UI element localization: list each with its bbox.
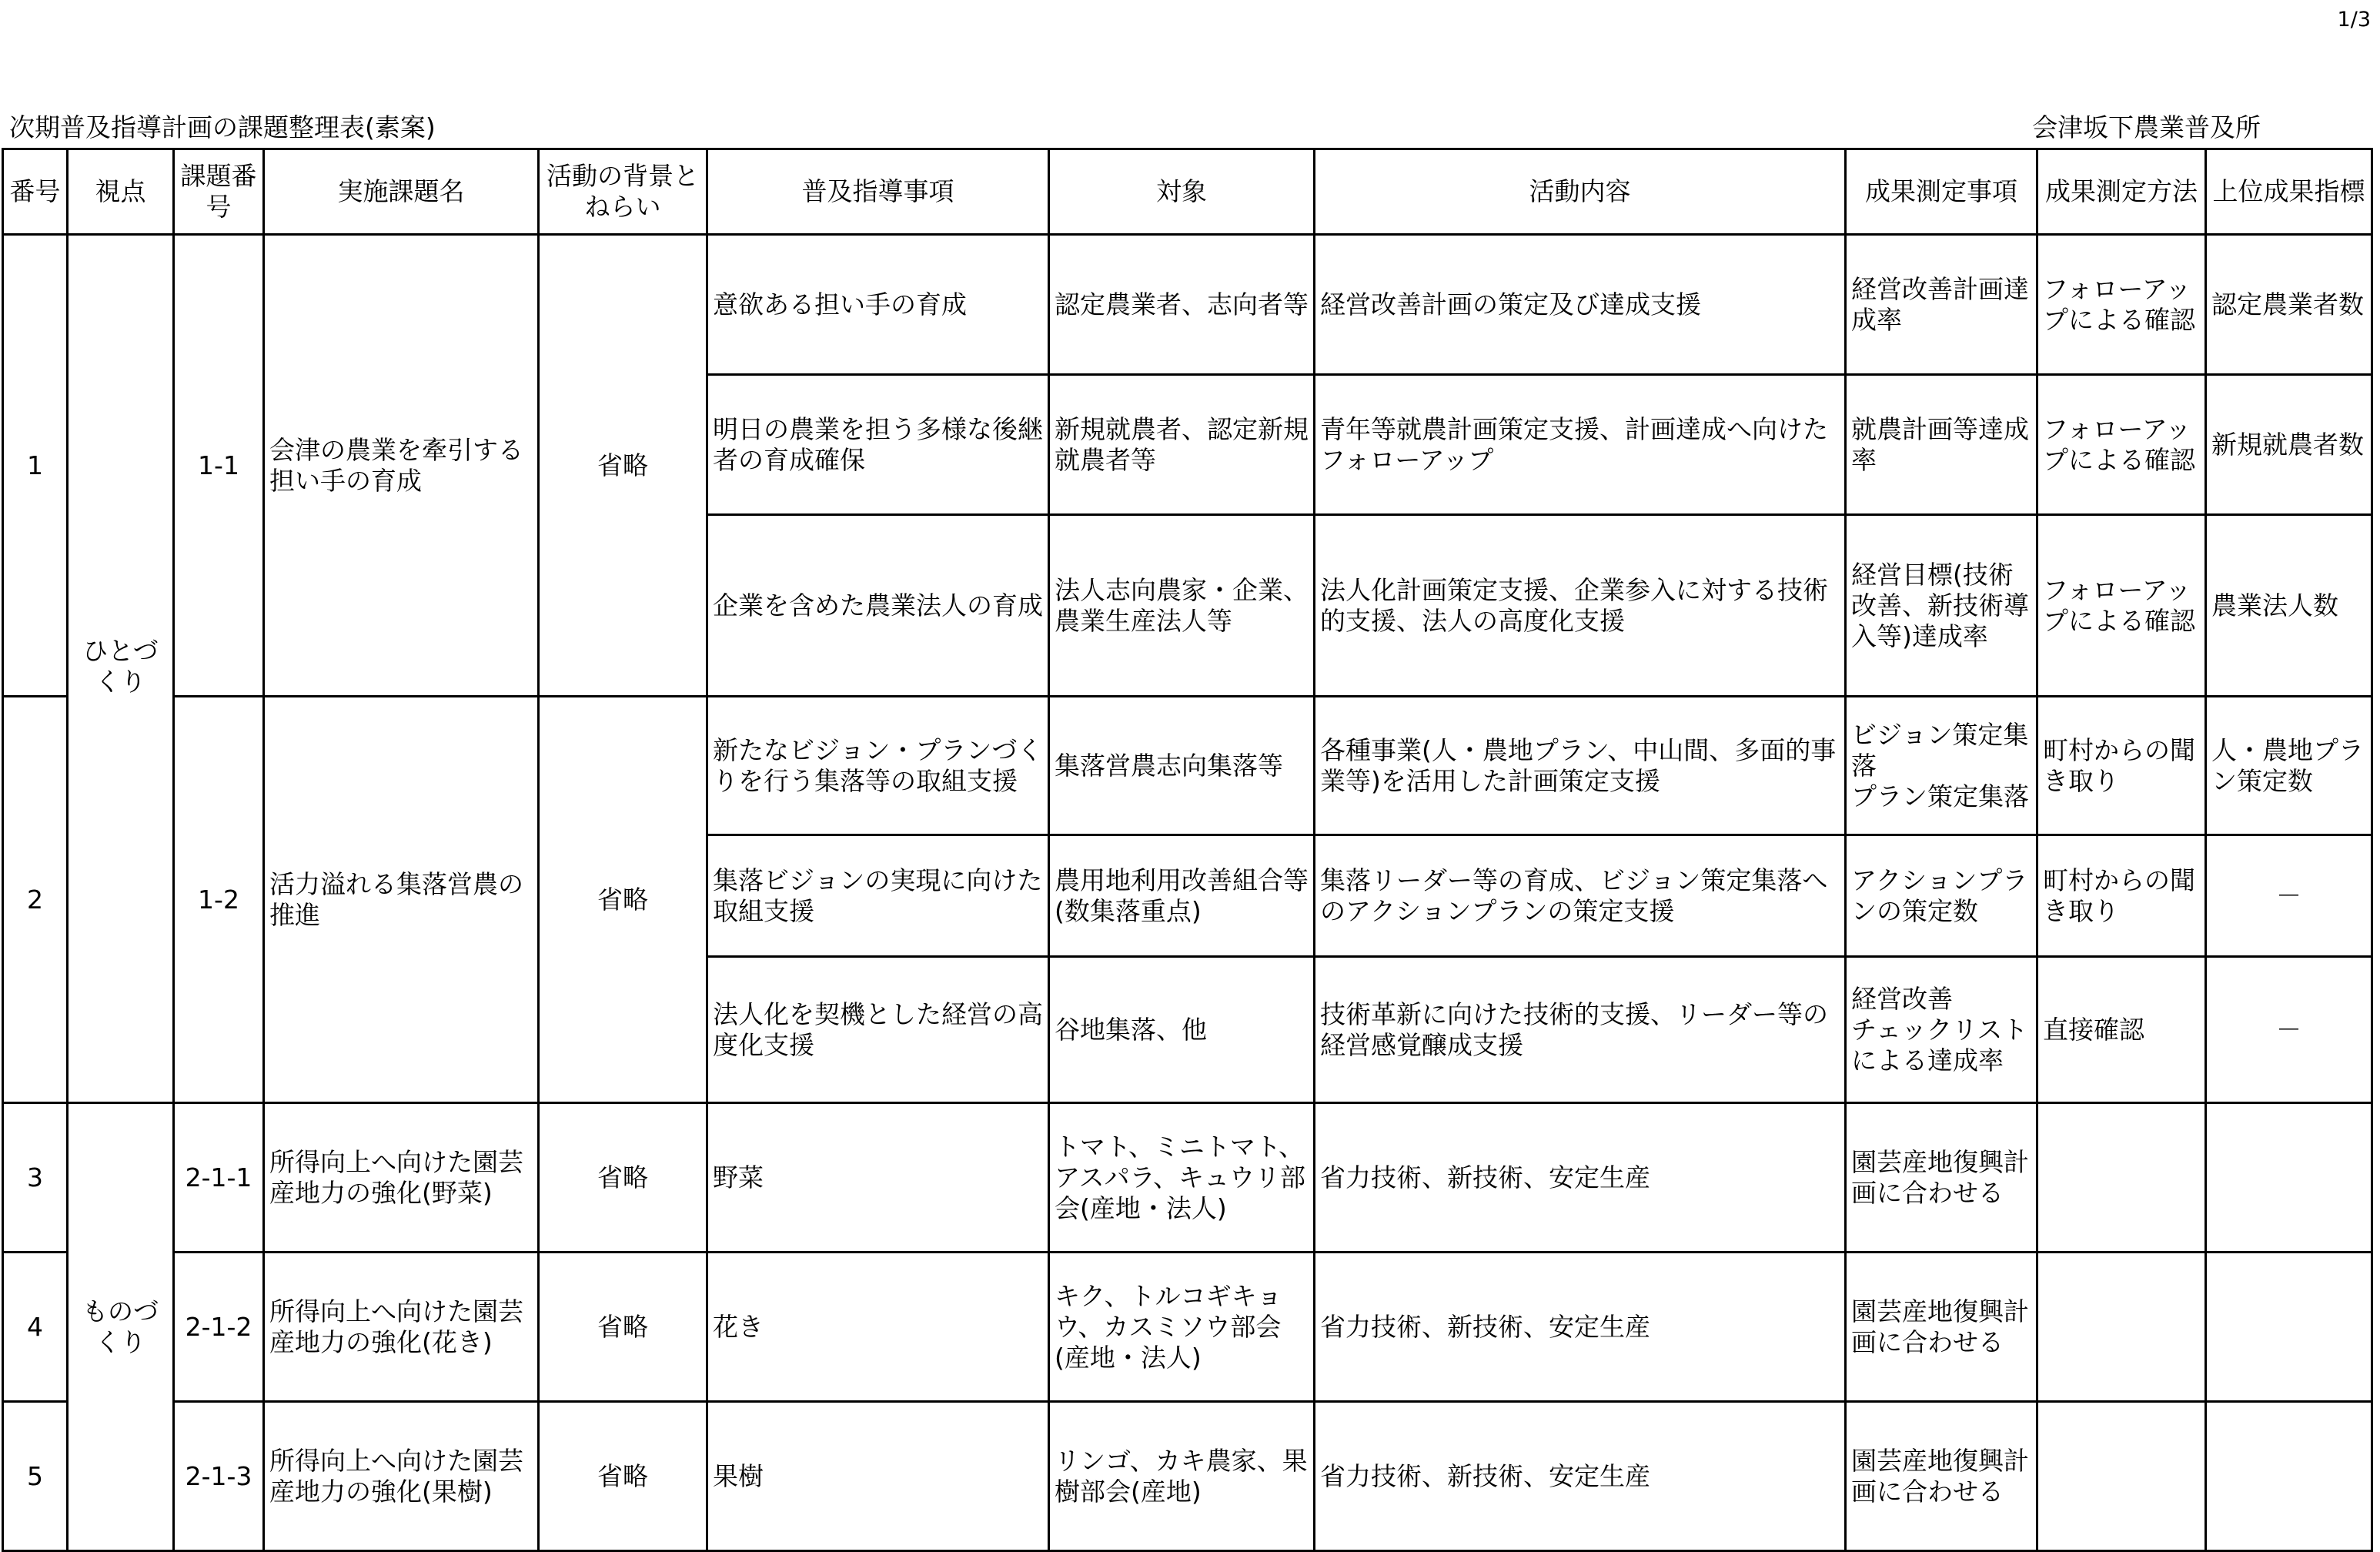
row-number: 5 xyxy=(3,1402,68,1551)
header-viewpoint: 視点 xyxy=(68,149,174,235)
measure-item: 就農計画等達成率 xyxy=(1846,375,2037,515)
activity-cell: 各種事業(人・農地プラン、中山間、多面的事業等)を活用した計画策定支援 xyxy=(1315,697,1846,835)
background-cell: 省略 xyxy=(539,697,707,1103)
page-number: 1/3 xyxy=(2337,8,2371,32)
task-table xyxy=(2,148,2373,1552)
upper-indicator: － xyxy=(2206,835,2372,957)
guidance-item: 野菜 xyxy=(707,1103,1049,1253)
header-upper-indicator: 上位成果指標 xyxy=(2206,149,2372,235)
target-cell: 認定農業者、志向者等 xyxy=(1049,235,1315,375)
table-row xyxy=(3,1402,2372,1551)
header-measure-item: 成果測定事項 xyxy=(1846,149,2037,235)
measure-method: 直接確認 xyxy=(2037,957,2206,1103)
measure-item: 経営目標(技術改善、新技術導入等)達成率 xyxy=(1846,515,2037,697)
guidance-item: 花き xyxy=(707,1253,1049,1402)
row-number: 1 xyxy=(3,235,68,697)
measure-method: 町村からの聞き取り xyxy=(2037,697,2206,835)
target-cell: 新規就農者、認定新規就農者等 xyxy=(1049,375,1315,515)
upper-indicator xyxy=(2206,1103,2372,1253)
task-number: 1-2 xyxy=(174,697,264,1103)
task-name: 会津の農業を牽引する担い手の育成 xyxy=(264,235,539,697)
target-cell: 法人志向農家・企業、農業生産法人等 xyxy=(1049,515,1315,697)
guidance-item: 新たなビジョン・プランづくりを行う集落等の取組支援 xyxy=(707,697,1049,835)
measure-item: アクションプランの策定数 xyxy=(1846,835,2037,957)
activity-cell: 技術革新に向けた技術的支援、リーダー等の経営感覚醸成支援 xyxy=(1315,957,1846,1103)
background-cell: 省略 xyxy=(539,1402,707,1551)
upper-indicator: 認定農業者数 xyxy=(2206,235,2372,375)
document-title: 次期普及指導計画の課題整理表(素案) xyxy=(9,112,436,142)
task-number: 1-1 xyxy=(174,235,264,697)
upper-indicator xyxy=(2206,1253,2372,1402)
header-activity: 活動内容 xyxy=(1315,149,1846,235)
header-background: 活動の背景とねらい xyxy=(539,149,707,235)
measure-item: ビジョン策定集落 プラン策定集落 xyxy=(1846,697,2037,835)
measure-item: 園芸産地復興計画に合わせる xyxy=(1846,1253,2037,1402)
row-number: 3 xyxy=(3,1103,68,1253)
measure-method xyxy=(2037,1253,2206,1402)
guidance-item: 明日の農業を担う多様な後継者の育成確保 xyxy=(707,375,1049,515)
measure-method xyxy=(2037,1103,2206,1253)
activity-cell: 省力技術、新技術、安定生産 xyxy=(1315,1253,1846,1402)
task-name: 活力溢れる集落営農の推進 xyxy=(264,697,539,1103)
task-number: 2-1-3 xyxy=(174,1402,264,1551)
table-row xyxy=(3,1253,2372,1402)
header-measure-method: 成果測定方法 xyxy=(2037,149,2206,235)
target-cell: キク、トルコギキョウ、カスミソウ部会(産地・法人) xyxy=(1049,1253,1315,1402)
background-cell: 省略 xyxy=(539,1103,707,1253)
target-cell: リンゴ、カキ農家、果樹部会(産地) xyxy=(1049,1402,1315,1551)
task-name: 所得向上へ向けた園芸産地力の強化(花き) xyxy=(264,1253,539,1402)
viewpoint-cell: ものづくり xyxy=(68,1103,174,1551)
task-name: 所得向上へ向けた園芸産地力の強化(野菜) xyxy=(264,1103,539,1253)
upper-indicator: 人・農地プラン策定数 xyxy=(2206,697,2372,835)
upper-indicator: 農業法人数 xyxy=(2206,515,2372,697)
measure-item: 経営改善 チェックリスト による達成率 xyxy=(1846,957,2037,1103)
activity-cell: 省力技術、新技術、安定生産 xyxy=(1315,1103,1846,1253)
upper-indicator xyxy=(2206,1402,2372,1551)
table-row xyxy=(3,697,2372,835)
task-number: 2-1-2 xyxy=(174,1253,264,1402)
upper-indicator: － xyxy=(2206,957,2372,1103)
header-guidance-item: 普及指導事項 xyxy=(707,149,1049,235)
measure-method: フォローアップによる確認 xyxy=(2037,515,2206,697)
measure-method: 町村からの聞き取り xyxy=(2037,835,2206,957)
measure-method: フォローアップによる確認 xyxy=(2037,375,2206,515)
office-name: 会津坂下農業普及所 xyxy=(2032,112,2261,142)
guidance-item: 企業を含めた農業法人の育成 xyxy=(707,515,1049,697)
measure-item: 経営改善計画達成率 xyxy=(1846,235,2037,375)
table-row xyxy=(3,235,2372,375)
table-row xyxy=(3,1103,2372,1253)
guidance-item: 意欲ある担い手の育成 xyxy=(707,235,1049,375)
row-number: 4 xyxy=(3,1253,68,1402)
activity-cell: 省力技術、新技術、安定生産 xyxy=(1315,1402,1846,1551)
row-number: 2 xyxy=(3,697,68,1103)
activity-cell: 経営改善計画の策定及び達成支援 xyxy=(1315,235,1846,375)
measure-item: 園芸産地復興計画に合わせる xyxy=(1846,1103,2037,1253)
activity-cell: 集落リーダー等の育成、ビジョン策定集落へのアクションプランの策定支援 xyxy=(1315,835,1846,957)
header-no: 番号 xyxy=(3,149,68,235)
measure-method: フォローアップによる確認 xyxy=(2037,235,2206,375)
header-target: 対象 xyxy=(1049,149,1315,235)
viewpoint-cell: ひとづくり xyxy=(68,235,174,1103)
measure-method xyxy=(2037,1402,2206,1551)
measure-item: 園芸産地復興計画に合わせる xyxy=(1846,1402,2037,1551)
task-name: 所得向上へ向けた園芸産地力の強化(果樹) xyxy=(264,1402,539,1551)
upper-indicator: 新規就農者数 xyxy=(2206,375,2372,515)
header-task-name: 実施課題名 xyxy=(264,149,539,235)
target-cell: 農用地利用改善組合等(数集落重点) xyxy=(1049,835,1315,957)
guidance-item: 果樹 xyxy=(707,1402,1049,1551)
guidance-item: 法人化を契機とした経営の高度化支援 xyxy=(707,957,1049,1103)
guidance-item: 集落ビジョンの実現に向けた取組支援 xyxy=(707,835,1049,957)
target-cell: 谷地集落、他 xyxy=(1049,957,1315,1103)
background-cell: 省略 xyxy=(539,235,707,697)
task-number: 2-1-1 xyxy=(174,1103,264,1253)
activity-cell: 法人化計画策定支援、企業参入に対する技術的支援、法人の高度化支援 xyxy=(1315,515,1846,697)
target-cell: 集落営農志向集落等 xyxy=(1049,697,1315,835)
activity-cell: 青年等就農計画策定支援、計画達成へ向けたフォローアップ xyxy=(1315,375,1846,515)
background-cell: 省略 xyxy=(539,1253,707,1402)
target-cell: トマト、ミニトマト、アスパラ、キュウリ部会(産地・法人) xyxy=(1049,1103,1315,1253)
header-row xyxy=(3,149,2372,235)
header-task-no: 課題番号 xyxy=(174,149,264,235)
